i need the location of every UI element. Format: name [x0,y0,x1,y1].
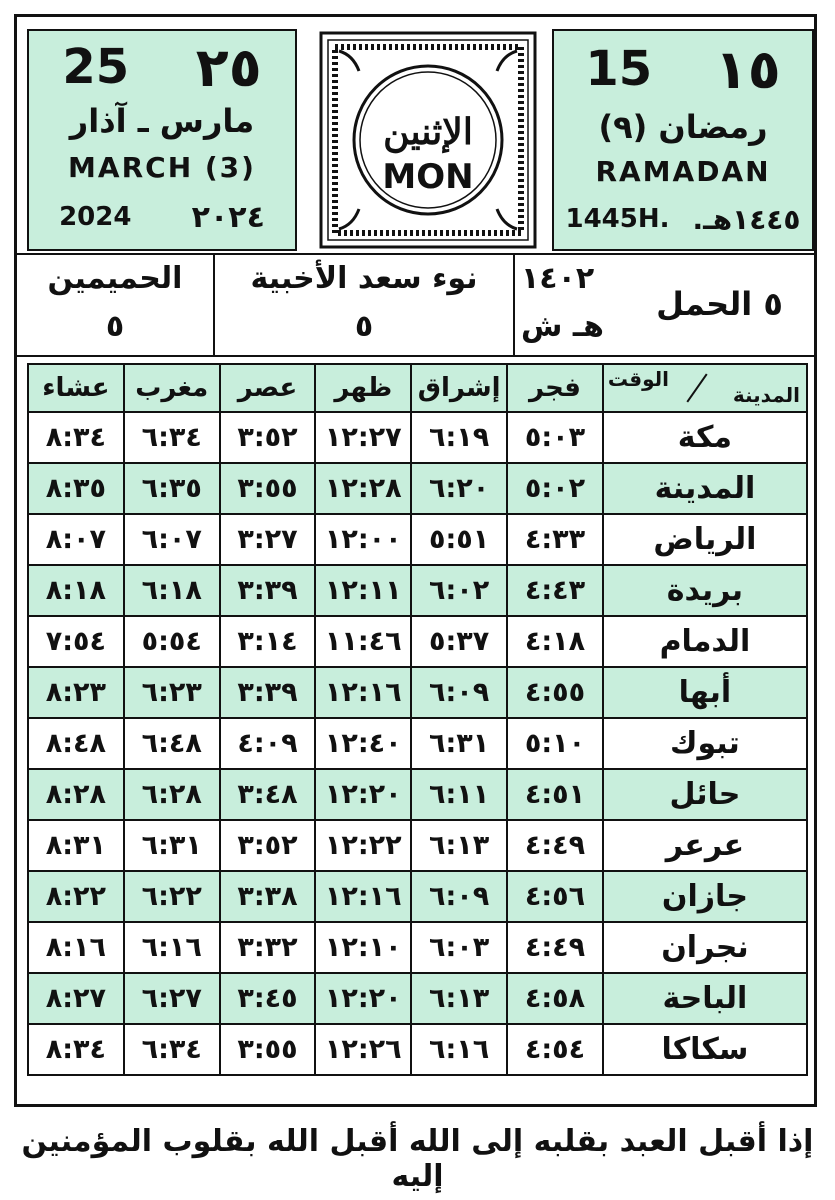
prayer-time-cell: ٤:٥٥ [507,667,603,718]
prayer-time-cell: ٨:٢٨ [28,769,124,820]
prayer-time-cell: ٣:٢٧ [220,514,316,565]
prayer-time-cell: ٨:٣٤ [28,1024,124,1075]
city-name: الباحة [603,973,807,1024]
table-row [28,973,807,1024]
city-name: عرعر [603,820,807,871]
header-dhuhr: ظهر [315,364,411,412]
prayer-time-cell: ٦:٤٨ [124,718,220,769]
himimin-label: الحميمين [47,261,183,296]
prayer-time-cell: ٦:٣٤ [124,412,220,463]
solar-year-suffix: هـ ش [521,309,604,344]
gregorian-day-arabic: ٢٥ [195,35,262,99]
prayer-time-cell: ٥:٣٧ [411,616,507,667]
prayer-time-cell: ٥:٠٢ [507,463,603,514]
city-name: جازان [603,871,807,922]
table-row [28,616,807,667]
prayer-time-cell: ٤:٥٦ [507,871,603,922]
prayer-time-cell: ٦:١١ [411,769,507,820]
prayer-time-cell: ٣:٥٥ [220,463,316,514]
prayer-time-cell: ٣:٥٢ [220,820,316,871]
hijri-year: 1445H. [565,204,670,234]
table-row [28,667,807,718]
prayer-time-cell: ١١:٤٦ [315,616,411,667]
gregorian-date-box [27,29,297,251]
prayer-time-cell: ٦:٠٩ [411,667,507,718]
prayer-time-cell: ٥:٥١ [411,514,507,565]
prayer-time-cell: ١٢:١٦ [315,667,411,718]
prayer-time-cell: ٦:٢٧ [124,973,220,1024]
footer-quote: إذا أقبل العبد بقلبه إلى الله أقبل الله بقلوب المؤمنين إليه [21,1124,814,1194]
naw-label: نوء سعد الأخبية [250,261,478,296]
table-row [28,1024,807,1075]
prayer-time-cell: ٤:٤٩ [507,922,603,973]
prayer-time-cell: ٣:٣٨ [220,871,316,922]
table-row [28,871,807,922]
prayer-time-cell: ٨:٤٨ [28,718,124,769]
prayer-time-cell: ٦:٢٢ [124,871,220,922]
prayer-time-cell: ٧:٥٤ [28,616,124,667]
prayer-time-cell: ٦:١٩ [411,412,507,463]
header-fajr: فجر [507,364,603,412]
city-name: نجران [603,922,807,973]
prayer-time-cell: ٣:٤٨ [220,769,316,820]
header-isha: عشاء [28,364,124,412]
prayer-time-cell: ٦:١٦ [411,1024,507,1075]
prayer-time-cell: ٦:٢٨ [124,769,220,820]
prayer-time-cell: ٣:٤٥ [220,973,316,1024]
table-row [28,463,807,514]
city-name: أبها [603,667,807,718]
prayer-time-cell: ٣:٥٢ [220,412,316,463]
weekday-english: MON [382,157,474,197]
prayer-time-cell: ٤:٠٩ [220,718,316,769]
naw-value: ٥ [354,309,374,344]
hijri-month-english: RAMADAN [595,154,771,188]
zodiac-cell [625,255,814,355]
header-asr: عصر [220,364,316,412]
prayer-time-cell: ١٢:٢٦ [315,1024,411,1075]
prayer-time-cell: ١٢:٤٠ [315,718,411,769]
city-name: المدينة [603,463,807,514]
table-row [28,922,807,973]
header-maghrib: مغرب [124,364,220,412]
prayer-time-cell: ٦:٢٠ [411,463,507,514]
solar-year-cell [515,255,625,355]
table-row [28,514,807,565]
prayer-time-cell: ٦:٠٧ [124,514,220,565]
solar-year: ١٤٠٢ [521,261,595,296]
city-name: بريدة [603,565,807,616]
table-row [28,565,807,616]
city-name: سكاكا [603,1024,807,1075]
prayer-time-cell: ٦:١٨ [124,565,220,616]
corner-time-label: الوقت [607,367,669,391]
prayer-time-cell: ١٢:٢٢ [315,820,411,871]
prayer-time-cell: ٥:٥٤ [124,616,220,667]
prayer-time-cell: ٨:١٦ [28,922,124,973]
prayer-time-cell: ٦:١٣ [411,973,507,1024]
naw-cell [215,255,515,355]
prayer-time-cell: ٦:٠٣ [411,922,507,973]
corner-city-label: المدينة [732,383,800,407]
prayer-time-cell: ٤:٤٩ [507,820,603,871]
gregorian-month-english: MARCH (3) [68,150,256,184]
city-name: الدمام [603,616,807,667]
prayer-time-cell: ٨:٢٣ [28,667,124,718]
prayer-time-cell: ٤:٤٣ [507,565,603,616]
prayer-time-cell: ٨:٣٤ [28,412,124,463]
prayer-time-cell: ٦:٣١ [124,820,220,871]
prayer-time-cell: ٤:٥١ [507,769,603,820]
prayer-time-cell: ٣:٣٩ [220,667,316,718]
hijri-day-arabic: ١٥ [714,37,781,101]
prayer-time-cell: ٨:١٨ [28,565,124,616]
season-info-row [17,253,814,357]
weekday-emblem [317,29,539,251]
prayer-time-cell: ٦:٢٣ [124,667,220,718]
table-row [28,412,807,463]
prayer-time-cell: ٦:١٣ [411,820,507,871]
prayer-times-table [27,363,808,1076]
himimin-cell [17,255,215,355]
prayer-time-cell: ٨:٢٧ [28,973,124,1024]
himimin-value: ٥ [105,309,125,344]
city-name: الرياض [603,514,807,565]
zodiac-label: ٥ الحمل [656,285,783,323]
prayer-time-cell: ١٢:٠٠ [315,514,411,565]
prayer-time-cell: ٥:١٠ [507,718,603,769]
hijri-date-box [552,29,814,251]
prayer-time-cell: ١٢:١٦ [315,871,411,922]
gregorian-day: 25 [62,39,130,95]
prayer-time-cell: ١٢:١٠ [315,922,411,973]
prayer-time-cell: ١٢:٢٠ [315,973,411,1024]
prayer-time-cell: ٦:١٦ [124,922,220,973]
table-row [28,769,807,820]
prayer-time-cell: ٤:٥٤ [507,1024,603,1075]
prayer-time-cell: ٦:٣١ [411,718,507,769]
prayer-time-cell: ٨:٣٥ [28,463,124,514]
gregorian-year-arabic: ٢٠٢٤ [191,199,265,235]
hijri-year-arabic: ١٤٤٥هـ. [692,202,801,236]
city-name: حائل [603,769,807,820]
prayer-time-cell: ٦:٣٥ [124,463,220,514]
prayer-time-cell: ٤:٥٨ [507,973,603,1024]
hijri-month-arabic: رمضان (٩) [598,108,768,146]
table-header-row [28,364,807,412]
city-name: تبوك [603,718,807,769]
prayer-time-cell: ٣:١٤ [220,616,316,667]
hijri-day: 15 [585,41,653,97]
date-header [17,17,814,249]
prayer-time-cell: ٣:٣٩ [220,565,316,616]
prayer-time-cell: ١٢:٢٨ [315,463,411,514]
prayer-time-cell: ٣:٣٢ [220,922,316,973]
prayer-time-cell: ٦:٣٤ [124,1024,220,1075]
prayer-time-cell: ٤:٣٣ [507,514,603,565]
prayer-time-cell: ١٢:٢٠ [315,769,411,820]
prayer-time-cell: ٨:٣١ [28,820,124,871]
calendar-page [14,14,817,1107]
gregorian-year: 2024 [59,202,132,232]
prayer-time-cell: ٨:٠٧ [28,514,124,565]
prayer-time-cell: ٤:١٨ [507,616,603,667]
prayer-time-cell: ٣:٥٥ [220,1024,316,1075]
prayer-time-cell: ١٢:١١ [315,565,411,616]
corner-header [603,364,807,412]
prayer-time-cell: ١٢:٢٧ [315,412,411,463]
prayer-time-cell: ٦:٠٢ [411,565,507,616]
prayer-time-cell: ٥:٠٣ [507,412,603,463]
gregorian-month-arabic: مارس ـ آذار [69,102,255,140]
prayer-time-cell: ٨:٢٢ [28,871,124,922]
header-ishraq: إشراق [411,364,507,412]
city-name: مكة [603,412,807,463]
corner-divider [686,374,707,403]
weekday-arabic: الإثنين [383,111,473,153]
table-row [28,820,807,871]
prayer-time-cell: ٦:٠٩ [411,871,507,922]
table-row [28,718,807,769]
